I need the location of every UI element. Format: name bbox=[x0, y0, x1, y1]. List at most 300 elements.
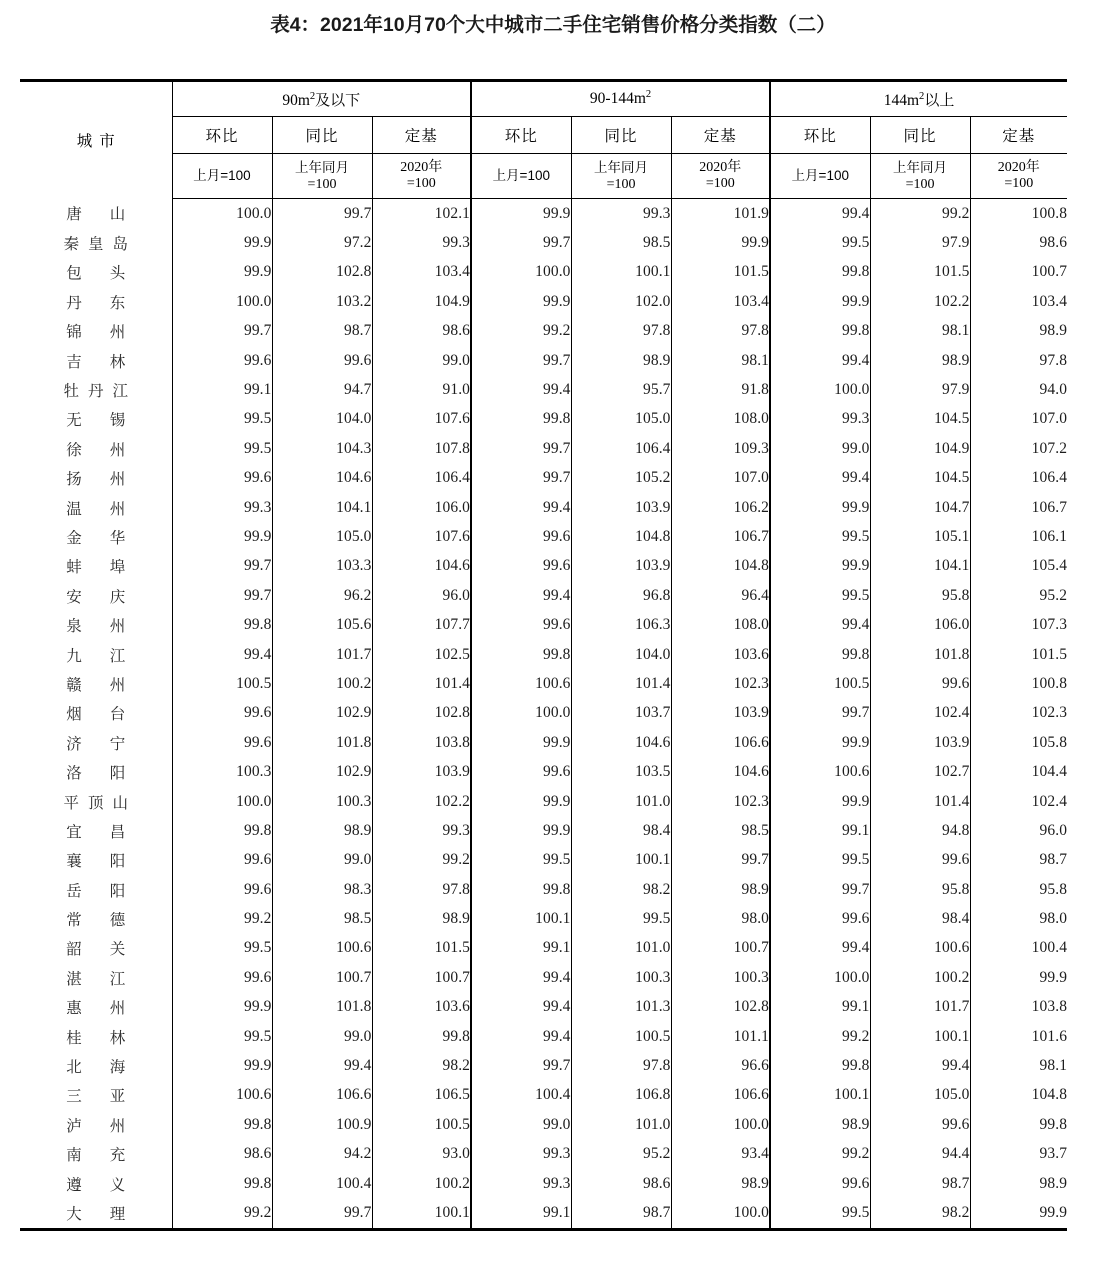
cell-90m2及以下-环比: 100.0 bbox=[172, 199, 272, 229]
cell-90-144m2-同比: 99.3 bbox=[571, 199, 671, 229]
table-row bbox=[20, 787, 1067, 816]
cell-144m2以上-定基: 98.1 bbox=[970, 1051, 1067, 1080]
cell-90m2及以下-同比: 98.5 bbox=[272, 904, 372, 933]
city-label: 遵义 bbox=[66, 1176, 154, 1194]
city-label: 扬州 bbox=[66, 471, 154, 489]
cell-90-144m2-同比: 97.8 bbox=[571, 1051, 671, 1080]
cell-90m2及以下-同比: 99.0 bbox=[272, 1022, 372, 1051]
cell-90m2及以下-同比: 103.2 bbox=[272, 287, 372, 316]
table-row bbox=[20, 963, 1067, 992]
cell-90-144m2-环比: 99.7 bbox=[471, 1051, 571, 1080]
cell-90-144m2-定基: 106.6 bbox=[671, 728, 770, 757]
cell-90m2及以下-同比: 101.8 bbox=[272, 728, 372, 757]
cell-90m2及以下-同比: 99.4 bbox=[272, 1051, 372, 1080]
cell-90m2及以下-环比: 99.3 bbox=[172, 493, 272, 522]
cell-90m2及以下-同比: 101.8 bbox=[272, 993, 372, 1022]
table-row bbox=[20, 1022, 1067, 1051]
cell-144m2以上-环比: 99.9 bbox=[770, 728, 870, 757]
city-label: 秦皇岛 bbox=[63, 236, 137, 254]
cell-90m2及以下-环比: 99.5 bbox=[172, 405, 272, 434]
cell-144m2以上-环比: 99.1 bbox=[770, 993, 870, 1022]
row-city-name bbox=[20, 287, 172, 316]
row-city-name bbox=[20, 904, 172, 933]
row-city-name bbox=[20, 640, 172, 669]
cell-90m2及以下-环比: 99.7 bbox=[172, 552, 272, 581]
cell-90m2及以下-定基: 102.5 bbox=[372, 640, 471, 669]
cell-90m2及以下-定基: 103.6 bbox=[372, 993, 471, 1022]
cell-144m2以上-同比: 99.2 bbox=[870, 199, 970, 229]
cell-144m2以上-定基: 104.4 bbox=[970, 757, 1067, 786]
cell-144m2以上-环比: 100.1 bbox=[770, 1081, 870, 1110]
cell-90-144m2-环比: 99.7 bbox=[471, 464, 571, 493]
cell-144m2以上-同比: 98.9 bbox=[870, 346, 970, 375]
header-city: 城市 bbox=[20, 81, 172, 199]
table-row bbox=[20, 640, 1067, 669]
cell-144m2以上-定基: 104.8 bbox=[970, 1081, 1067, 1110]
header-group-0 bbox=[172, 81, 471, 117]
cell-144m2以上-同比: 99.6 bbox=[870, 846, 970, 875]
cell-90m2及以下-同比: 96.2 bbox=[272, 581, 372, 610]
cell-144m2以上-环比: 100.5 bbox=[770, 669, 870, 698]
base-g1-m2-l2: =100 bbox=[705, 176, 735, 191]
city-label: 蚌埠 bbox=[66, 559, 154, 577]
header-base-g2-m1 bbox=[870, 154, 970, 199]
city-label: 无锡 bbox=[66, 412, 154, 430]
cell-144m2以上-同比: 98.1 bbox=[870, 317, 970, 346]
cell-144m2以上-定基: 107.2 bbox=[970, 434, 1067, 463]
cell-90-144m2-环比: 100.6 bbox=[471, 669, 571, 698]
cell-90m2及以下-定基: 91.0 bbox=[372, 375, 471, 404]
table-row bbox=[20, 1051, 1067, 1080]
cell-90m2及以下-定基: 103.8 bbox=[372, 728, 471, 757]
cell-90-144m2-同比: 101.0 bbox=[571, 787, 671, 816]
cell-90m2及以下-定基: 106.4 bbox=[372, 464, 471, 493]
cell-144m2以上-环比: 99.3 bbox=[770, 405, 870, 434]
cell-144m2以上-定基: 98.9 bbox=[970, 317, 1067, 346]
city-label: 济宁 bbox=[66, 735, 154, 753]
cell-144m2以上-定基: 106.4 bbox=[970, 464, 1067, 493]
cell-90-144m2-定基: 102.3 bbox=[671, 669, 770, 698]
cell-90m2及以下-环比: 99.4 bbox=[172, 640, 272, 669]
cell-144m2以上-环比: 100.0 bbox=[770, 963, 870, 992]
cell-90m2及以下-定基: 97.8 bbox=[372, 875, 471, 904]
header-row-measures bbox=[20, 117, 1067, 154]
header-group-2 bbox=[770, 81, 1067, 117]
cell-90m2及以下-同比: 99.7 bbox=[272, 1198, 372, 1229]
row-city-name bbox=[20, 610, 172, 639]
cell-90m2及以下-同比: 102.9 bbox=[272, 699, 372, 728]
cell-90-144m2-同比: 106.4 bbox=[571, 434, 671, 463]
cell-90-144m2-定基: 99.9 bbox=[671, 228, 770, 257]
cell-90-144m2-定基: 101.5 bbox=[671, 258, 770, 287]
cell-90m2及以下-环比: 98.6 bbox=[172, 1140, 272, 1169]
cell-90-144m2-定基: 96.4 bbox=[671, 581, 770, 610]
cell-144m2以上-环比: 99.8 bbox=[770, 258, 870, 287]
table-row bbox=[20, 934, 1067, 963]
header-base-g0-m2 bbox=[372, 154, 471, 199]
city-label: 温州 bbox=[66, 500, 154, 518]
cell-90m2及以下-同比: 105.6 bbox=[272, 610, 372, 639]
cell-90-144m2-定基: 100.0 bbox=[671, 1110, 770, 1139]
cell-90m2及以下-同比: 94.7 bbox=[272, 375, 372, 404]
cell-144m2以上-定基: 98.9 bbox=[970, 1169, 1067, 1198]
cell-90m2及以下-环比: 99.1 bbox=[172, 375, 272, 404]
cell-90-144m2-同比: 101.0 bbox=[571, 934, 671, 963]
row-city-name bbox=[20, 846, 172, 875]
cell-144m2以上-定基: 102.3 bbox=[970, 699, 1067, 728]
cell-144m2以上-环比: 99.0 bbox=[770, 434, 870, 463]
city-label: 丹东 bbox=[66, 294, 154, 312]
table-row bbox=[20, 904, 1067, 933]
cell-144m2以上-同比: 95.8 bbox=[870, 581, 970, 610]
cell-144m2以上-环比: 98.9 bbox=[770, 1110, 870, 1139]
base-g0-m1-l2: =100 bbox=[307, 176, 337, 192]
cell-90m2及以下-定基: 104.6 bbox=[372, 552, 471, 581]
cell-144m2以上-定基: 103.8 bbox=[970, 993, 1067, 1022]
cell-90m2及以下-环比: 99.2 bbox=[172, 1198, 272, 1229]
cell-90m2及以下-定基: 96.0 bbox=[372, 581, 471, 610]
cell-90-144m2-定基: 97.8 bbox=[671, 317, 770, 346]
cell-90-144m2-环比: 99.1 bbox=[471, 934, 571, 963]
cell-90-144m2-环比: 99.8 bbox=[471, 875, 571, 904]
table-header bbox=[20, 81, 1067, 199]
table-row bbox=[20, 287, 1067, 316]
cell-90m2及以下-环比: 100.0 bbox=[172, 787, 272, 816]
city-label: 宜昌 bbox=[66, 823, 154, 841]
table-row bbox=[20, 610, 1067, 639]
cell-90m2及以下-定基: 99.0 bbox=[372, 346, 471, 375]
header-measure-g1-m2: 定基 bbox=[671, 117, 770, 154]
row-city-name bbox=[20, 1022, 172, 1051]
cell-144m2以上-定基: 102.4 bbox=[970, 787, 1067, 816]
cell-90-144m2-同比: 101.3 bbox=[571, 993, 671, 1022]
cell-144m2以上-同比: 98.2 bbox=[870, 1198, 970, 1229]
cell-90m2及以下-同比: 103.3 bbox=[272, 552, 372, 581]
group-0-sup: 2 bbox=[309, 90, 316, 102]
cell-144m2以上-同比: 94.4 bbox=[870, 1140, 970, 1169]
page-title: 表4：2021年10月70个大中城市二手住宅销售价格分类指数（二） bbox=[270, 14, 836, 36]
cell-90-144m2-环比: 99.1 bbox=[471, 1198, 571, 1229]
cell-144m2以上-定基: 107.0 bbox=[970, 405, 1067, 434]
cell-90m2及以下-环比: 99.6 bbox=[172, 699, 272, 728]
row-city-name bbox=[20, 1051, 172, 1080]
cell-90-144m2-同比: 103.7 bbox=[571, 699, 671, 728]
city-label: 三亚 bbox=[66, 1088, 154, 1106]
table-row bbox=[20, 1110, 1067, 1139]
header-row-bases bbox=[20, 154, 1067, 199]
cell-90m2及以下-定基: 104.9 bbox=[372, 287, 471, 316]
cell-90-144m2-同比: 103.5 bbox=[571, 757, 671, 786]
cell-90-144m2-环比: 100.0 bbox=[471, 258, 571, 287]
city-label: 洛阳 bbox=[66, 765, 154, 783]
price-index-table bbox=[20, 79, 1067, 1231]
cell-90-144m2-环比: 99.9 bbox=[471, 287, 571, 316]
row-city-name bbox=[20, 1198, 172, 1229]
table-row bbox=[20, 1198, 1067, 1229]
base-g0-m2-l2: =100 bbox=[406, 176, 436, 191]
header-measure-g0-m2: 定基 bbox=[372, 117, 471, 154]
header-base-g2-m0 bbox=[770, 154, 870, 199]
city-label: 徐州 bbox=[66, 441, 154, 459]
table-row bbox=[20, 375, 1067, 404]
cell-90m2及以下-环比: 99.6 bbox=[172, 875, 272, 904]
table-row bbox=[20, 581, 1067, 610]
cell-90-144m2-环比: 99.4 bbox=[471, 493, 571, 522]
cell-90m2及以下-环比: 99.5 bbox=[172, 434, 272, 463]
cell-144m2以上-同比: 104.5 bbox=[870, 405, 970, 434]
cell-90-144m2-环比: 99.7 bbox=[471, 346, 571, 375]
cell-90-144m2-同比: 104.8 bbox=[571, 522, 671, 551]
cell-90-144m2-环比: 99.4 bbox=[471, 375, 571, 404]
cell-90-144m2-定基: 100.7 bbox=[671, 934, 770, 963]
cell-90m2及以下-环比: 99.7 bbox=[172, 317, 272, 346]
cell-144m2以上-环比: 99.6 bbox=[770, 1169, 870, 1198]
cell-144m2以上-环比: 99.2 bbox=[770, 1140, 870, 1169]
cell-90m2及以下-定基: 100.5 bbox=[372, 1110, 471, 1139]
cell-90-144m2-环比: 99.4 bbox=[471, 1022, 571, 1051]
cell-90-144m2-环比: 99.7 bbox=[471, 228, 571, 257]
row-city-name bbox=[20, 405, 172, 434]
cell-90-144m2-同比: 97.8 bbox=[571, 317, 671, 346]
cell-144m2以上-同比: 101.4 bbox=[870, 787, 970, 816]
cell-90-144m2-同比: 104.6 bbox=[571, 728, 671, 757]
header-base-g1-m1 bbox=[571, 154, 671, 199]
table-row bbox=[20, 875, 1067, 904]
cell-90-144m2-同比: 105.2 bbox=[571, 464, 671, 493]
city-label: 惠州 bbox=[66, 1000, 154, 1018]
cell-144m2以上-环比: 99.4 bbox=[770, 610, 870, 639]
cell-144m2以上-定基: 95.2 bbox=[970, 581, 1067, 610]
cell-144m2以上-定基: 100.7 bbox=[970, 258, 1067, 287]
row-city-name bbox=[20, 258, 172, 287]
cell-144m2以上-环比: 99.4 bbox=[770, 934, 870, 963]
city-label: 安庆 bbox=[66, 588, 154, 606]
cell-90m2及以下-同比: 100.9 bbox=[272, 1110, 372, 1139]
table-row bbox=[20, 1140, 1067, 1169]
cell-90-144m2-同比: 100.3 bbox=[571, 963, 671, 992]
cell-144m2以上-同比: 102.7 bbox=[870, 757, 970, 786]
city-label: 桂林 bbox=[66, 1029, 154, 1047]
table-row bbox=[20, 816, 1067, 845]
cell-90-144m2-定基: 99.7 bbox=[671, 846, 770, 875]
cell-90m2及以下-环比: 100.0 bbox=[172, 287, 272, 316]
table-row bbox=[20, 669, 1067, 698]
cell-144m2以上-定基: 105.4 bbox=[970, 552, 1067, 581]
header-measure-g0-m0: 环比 bbox=[172, 117, 272, 154]
cell-144m2以上-同比: 97.9 bbox=[870, 375, 970, 404]
cell-144m2以上-定基: 97.8 bbox=[970, 346, 1067, 375]
cell-90m2及以下-环比: 99.7 bbox=[172, 581, 272, 610]
city-label: 九江 bbox=[66, 647, 154, 665]
cell-144m2以上-同比: 104.9 bbox=[870, 434, 970, 463]
cell-144m2以上-环比: 99.6 bbox=[770, 904, 870, 933]
cell-90m2及以下-定基: 101.5 bbox=[372, 934, 471, 963]
row-city-name bbox=[20, 1110, 172, 1139]
cell-90-144m2-定基: 96.6 bbox=[671, 1051, 770, 1080]
city-label: 大理 bbox=[66, 1205, 154, 1223]
group-2-label-post: 以上 bbox=[924, 91, 955, 109]
row-city-name bbox=[20, 816, 172, 845]
row-city-name bbox=[20, 375, 172, 404]
cell-90-144m2-同比: 106.3 bbox=[571, 610, 671, 639]
cell-90-144m2-环比: 99.8 bbox=[471, 405, 571, 434]
cell-90-144m2-定基: 106.6 bbox=[671, 1081, 770, 1110]
base-g0-m1-l1: 上年同月 bbox=[295, 159, 349, 175]
cell-144m2以上-环比: 99.4 bbox=[770, 464, 870, 493]
cell-90m2及以下-定基: 102.8 bbox=[372, 699, 471, 728]
cell-90m2及以下-定基: 107.7 bbox=[372, 610, 471, 639]
row-city-name bbox=[20, 346, 172, 375]
cell-90m2及以下-定基: 100.1 bbox=[372, 1198, 471, 1229]
cell-144m2以上-环比: 99.8 bbox=[770, 317, 870, 346]
cell-144m2以上-同比: 100.6 bbox=[870, 934, 970, 963]
cell-90m2及以下-定基: 102.2 bbox=[372, 787, 471, 816]
header-base-g0-m1 bbox=[272, 154, 372, 199]
row-city-name bbox=[20, 228, 172, 257]
cell-90m2及以下-定基: 98.9 bbox=[372, 904, 471, 933]
cell-90m2及以下-定基: 102.1 bbox=[372, 199, 471, 229]
table-row bbox=[20, 434, 1067, 463]
base-g2-m1-l2: =100 bbox=[905, 176, 935, 192]
row-city-name bbox=[20, 963, 172, 992]
cell-90-144m2-环比: 99.4 bbox=[471, 963, 571, 992]
cell-90m2及以下-环比: 100.6 bbox=[172, 1081, 272, 1110]
cell-90-144m2-环比: 99.6 bbox=[471, 757, 571, 786]
cell-144m2以上-同比: 99.4 bbox=[870, 1051, 970, 1080]
cell-90-144m2-定基: 109.3 bbox=[671, 434, 770, 463]
base-g1-m1-l2: =100 bbox=[606, 176, 636, 192]
table-row bbox=[20, 1169, 1067, 1198]
base-g2-m0-l1: 上月=100 bbox=[791, 167, 849, 183]
cell-90-144m2-环比: 99.9 bbox=[471, 728, 571, 757]
cell-144m2以上-环比: 99.4 bbox=[770, 199, 870, 229]
cell-90m2及以下-定基: 100.7 bbox=[372, 963, 471, 992]
cell-90m2及以下-同比: 99.7 bbox=[272, 199, 372, 229]
cell-144m2以上-环比: 99.9 bbox=[770, 787, 870, 816]
cell-90-144m2-定基: 98.9 bbox=[671, 1169, 770, 1198]
cell-90m2及以下-环比: 99.8 bbox=[172, 1169, 272, 1198]
cell-90-144m2-同比: 99.5 bbox=[571, 904, 671, 933]
cell-90m2及以下-同比: 99.6 bbox=[272, 346, 372, 375]
cell-90-144m2-环比: 99.9 bbox=[471, 199, 571, 229]
cell-144m2以上-同比: 98.7 bbox=[870, 1169, 970, 1198]
cell-90-144m2-同比: 100.1 bbox=[571, 846, 671, 875]
cell-90m2及以下-环比: 99.9 bbox=[172, 1051, 272, 1080]
cell-90m2及以下-同比: 100.6 bbox=[272, 934, 372, 963]
cell-144m2以上-定基: 100.8 bbox=[970, 199, 1067, 229]
row-city-name bbox=[20, 522, 172, 551]
cell-144m2以上-定基: 95.8 bbox=[970, 875, 1067, 904]
cell-90m2及以下-同比: 104.6 bbox=[272, 464, 372, 493]
cell-90m2及以下-定基: 98.2 bbox=[372, 1051, 471, 1080]
cell-90-144m2-同比: 101.4 bbox=[571, 669, 671, 698]
cell-90m2及以下-环比: 99.6 bbox=[172, 464, 272, 493]
cell-90m2及以下-环比: 99.9 bbox=[172, 993, 272, 1022]
row-city-name bbox=[20, 757, 172, 786]
row-city-name bbox=[20, 787, 172, 816]
cell-90m2及以下-同比: 98.7 bbox=[272, 317, 372, 346]
index-table-container bbox=[20, 79, 1067, 1231]
table-row bbox=[20, 728, 1067, 757]
cell-144m2以上-定基: 106.7 bbox=[970, 493, 1067, 522]
cell-144m2以上-定基: 96.0 bbox=[970, 816, 1067, 845]
cell-90-144m2-同比: 101.0 bbox=[571, 1110, 671, 1139]
table-row bbox=[20, 757, 1067, 786]
cell-144m2以上-环比: 99.1 bbox=[770, 816, 870, 845]
cell-90m2及以下-同比: 101.7 bbox=[272, 640, 372, 669]
cell-144m2以上-定基: 93.7 bbox=[970, 1140, 1067, 1169]
base-g1-m1-l1: 上年同月 bbox=[594, 159, 649, 175]
cell-90-144m2-同比: 98.7 bbox=[571, 1198, 671, 1229]
cell-144m2以上-环比: 99.8 bbox=[770, 1051, 870, 1080]
cell-90m2及以下-环比: 99.6 bbox=[172, 846, 272, 875]
cell-144m2以上-同比: 101.5 bbox=[870, 258, 970, 287]
city-label: 吉林 bbox=[66, 353, 154, 371]
table-row bbox=[20, 522, 1067, 551]
header-measure-g2-m0: 环比 bbox=[770, 117, 870, 154]
group-2-sup: 2 bbox=[919, 90, 925, 102]
header-measure-g1-m0: 环比 bbox=[471, 117, 571, 154]
cell-90-144m2-环比: 99.5 bbox=[471, 846, 571, 875]
cell-144m2以上-环比: 99.5 bbox=[770, 581, 870, 610]
cell-90m2及以下-同比: 104.0 bbox=[272, 405, 372, 434]
cell-144m2以上-定基: 98.0 bbox=[970, 904, 1067, 933]
cell-90m2及以下-定基: 103.4 bbox=[372, 258, 471, 287]
cell-90-144m2-同比: 103.9 bbox=[571, 493, 671, 522]
city-label: 包头 bbox=[66, 265, 154, 283]
table-row bbox=[20, 464, 1067, 493]
cell-144m2以上-环比: 99.5 bbox=[770, 228, 870, 257]
cell-144m2以上-定基: 105.8 bbox=[970, 728, 1067, 757]
cell-144m2以上-定基: 99.9 bbox=[970, 963, 1067, 992]
base-g2-m2-l2: =100 bbox=[1004, 176, 1034, 191]
header-base-g1-m0 bbox=[471, 154, 571, 199]
cell-90m2及以下-同比: 98.3 bbox=[272, 875, 372, 904]
cell-144m2以上-环比: 99.5 bbox=[770, 522, 870, 551]
cell-144m2以上-定基: 106.1 bbox=[970, 522, 1067, 551]
cell-90-144m2-同比: 95.7 bbox=[571, 375, 671, 404]
table-row bbox=[20, 346, 1067, 375]
cell-90m2及以下-同比: 105.0 bbox=[272, 522, 372, 551]
cell-144m2以上-同比: 102.2 bbox=[870, 287, 970, 316]
cell-90m2及以下-定基: 98.6 bbox=[372, 317, 471, 346]
row-city-name bbox=[20, 464, 172, 493]
row-city-name bbox=[20, 669, 172, 698]
cell-144m2以上-环比: 99.7 bbox=[770, 699, 870, 728]
table-row bbox=[20, 228, 1067, 257]
cell-144m2以上-同比: 100.1 bbox=[870, 1022, 970, 1051]
cell-144m2以上-同比: 97.9 bbox=[870, 228, 970, 257]
header-group-1 bbox=[471, 81, 770, 117]
cell-90-144m2-同比: 102.0 bbox=[571, 287, 671, 316]
city-label: 牡丹江 bbox=[63, 383, 137, 401]
cell-144m2以上-环比: 99.5 bbox=[770, 846, 870, 875]
cell-90m2及以下-定基: 101.4 bbox=[372, 669, 471, 698]
cell-90m2及以下-同比: 100.7 bbox=[272, 963, 372, 992]
cell-144m2以上-环比: 99.9 bbox=[770, 493, 870, 522]
cell-90m2及以下-定基: 99.2 bbox=[372, 846, 471, 875]
cell-90-144m2-同比: 105.0 bbox=[571, 405, 671, 434]
cell-90-144m2-同比: 98.4 bbox=[571, 816, 671, 845]
header-measure-g2-m2: 定基 bbox=[970, 117, 1067, 154]
row-city-name bbox=[20, 317, 172, 346]
cell-90m2及以下-环比: 99.8 bbox=[172, 1110, 272, 1139]
cell-90m2及以下-定基: 106.5 bbox=[372, 1081, 471, 1110]
city-label: 锦州 bbox=[66, 324, 154, 342]
cell-90-144m2-环比: 99.9 bbox=[471, 816, 571, 845]
cell-90m2及以下-环比: 99.6 bbox=[172, 346, 272, 375]
cell-90-144m2-定基: 98.9 bbox=[671, 875, 770, 904]
